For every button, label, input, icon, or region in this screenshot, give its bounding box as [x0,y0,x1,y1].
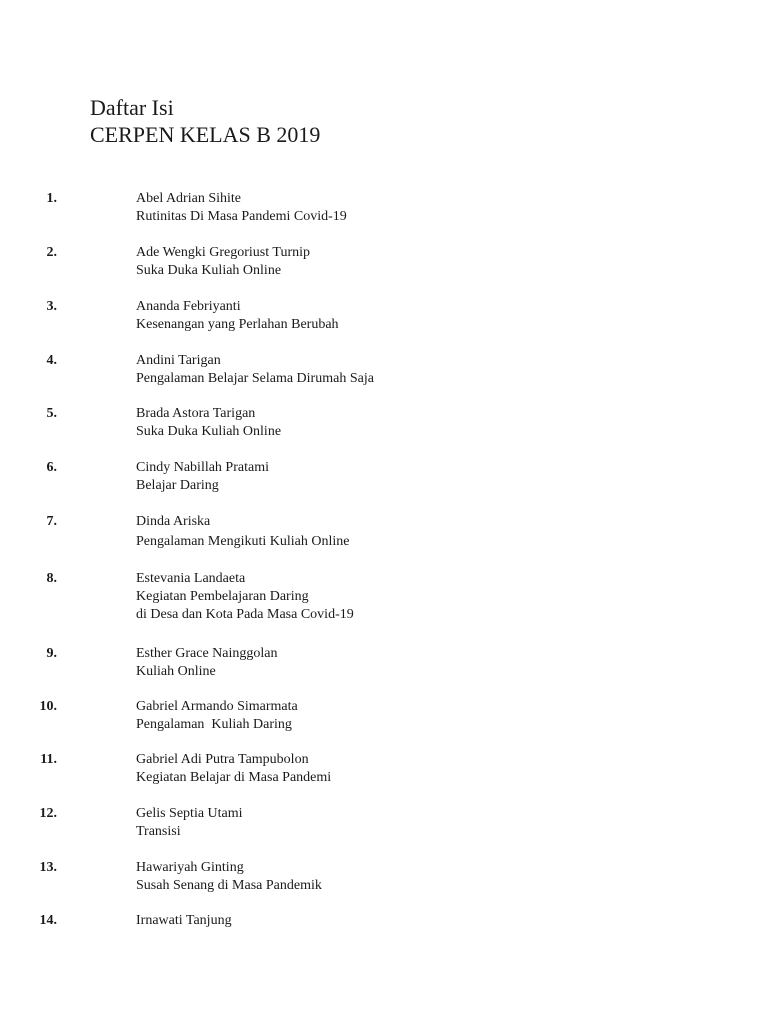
entry-author: Cindy Nabillah Pratami [136,460,269,475]
entry-number: 1. [46,191,57,206]
entry-author: Dinda Ariska [136,514,211,529]
entry-author: Abel Adrian Sihite [136,191,241,206]
entry-title: Pengalaman Kuliah Daring [136,717,292,732]
entry-number: 2. [46,245,57,260]
entry-author: Gabriel Armando Simarmata [136,699,298,714]
document-subheading: CERPEN KELAS B 2019 [90,122,321,147]
entry-title: Kegiatan Pembelajaran Daring [136,589,309,604]
entry-title: Kesenangan yang Perlahan Berubah [136,317,339,332]
entry-author: Ade Wengki Gregoriust Turnip [136,245,311,260]
entry-number: 5. [46,406,57,421]
document-heading: Daftar Isi [90,95,174,120]
entry-author: Hawariyah Ginting [136,860,244,875]
entry-number: 13. [39,860,57,875]
entry-title: Transisi [136,824,181,839]
entry-title: Pengalaman Mengikuti Kuliah Online [136,534,350,549]
entry-title: Kuliah Online [136,664,216,679]
entry-number: 10. [39,699,57,714]
entry-title: Suka Duka Kuliah Online [136,263,282,278]
entry-title: Pengalaman Belajar Selama Dirumah Saja [136,371,374,386]
entry-author: Ananda Febriyanti [136,299,241,314]
entry-number: 14. [39,913,57,928]
entry-number: 9. [46,646,57,661]
entry-number: 7. [46,514,57,529]
entry-title: Kegiatan Belajar di Masa Pandemi [136,770,332,785]
entry-number: 3. [46,299,57,314]
entry-author: Andini Tarigan [136,353,221,368]
entry-title: Rutinitas Di Masa Pandemi Covid-19 [136,209,347,224]
entry-number: 12. [39,806,57,821]
entry-author: Brada Astora Tarigan [136,406,256,421]
entry-number: 11. [40,752,57,767]
entry-author: Esther Grace Nainggolan [136,646,278,661]
entry-author: Gabriel Adi Putra Tampubolon [136,752,309,767]
entry-author: Estevania Landaeta [136,571,246,586]
entry-number: 8. [46,571,57,586]
entry-number: 6. [46,460,57,475]
entry-title: Suka Duka Kuliah Online [136,424,282,439]
entry-author: Irnawati Tanjung [136,913,232,928]
entry-title: Belajar Daring [136,478,219,493]
entry-author: Gelis Septia Utami [136,806,243,821]
entry-title: Susah Senang di Masa Pandemik [136,878,322,893]
entry-title-continued: di Desa dan Kota Pada Masa Covid-19 [136,607,354,622]
entry-number: 4. [46,353,57,368]
